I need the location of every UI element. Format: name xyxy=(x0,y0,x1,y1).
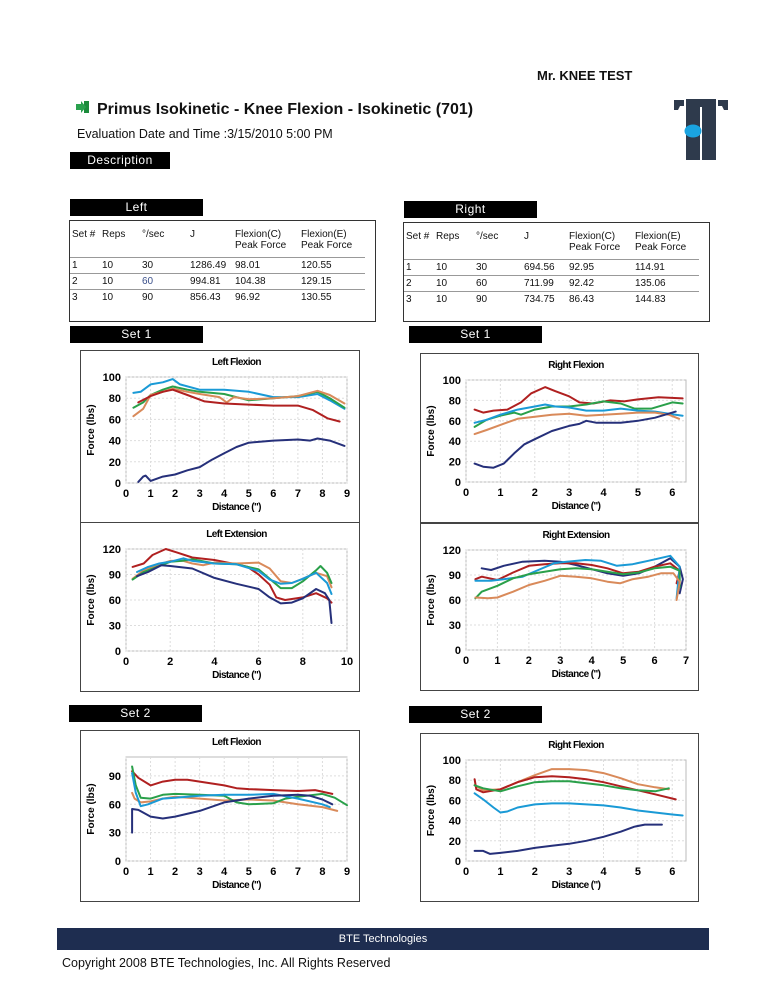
x-tick-label: 1 xyxy=(147,866,154,878)
plot-area xyxy=(126,757,347,861)
x-tick-label: 5 xyxy=(245,488,252,500)
y-tick-label: 30 xyxy=(108,620,121,633)
chart-svg xyxy=(81,523,359,691)
x-axis-label: Distance (") xyxy=(212,880,261,891)
col-header: Reps xyxy=(102,229,126,240)
x-tick-label: 6 xyxy=(669,866,676,878)
table-row xyxy=(70,274,365,290)
y-tick-label: 60 xyxy=(108,414,121,427)
cell: 120.55 xyxy=(299,258,365,274)
y-tick-label: 40 xyxy=(448,436,461,449)
chart-svg xyxy=(421,734,698,901)
cell: 96.92 xyxy=(233,290,299,306)
col-header: Flexion(C) Peak Force xyxy=(569,231,621,253)
col-header: Flexion(E) Peak Force xyxy=(301,229,353,251)
x-tick-label: 6 xyxy=(669,487,676,499)
x-tick-label: 1 xyxy=(497,487,504,499)
x-tick-label: 4 xyxy=(221,866,228,878)
y-tick-label: 90 xyxy=(448,570,461,582)
copyright-text: Copyright 2008 BTE Technologies, Inc. All Rights Reserved xyxy=(62,956,391,970)
x-tick-label: 5 xyxy=(245,866,252,878)
chart-svg xyxy=(421,524,698,690)
x-tick-label: 1 xyxy=(494,655,501,667)
x-tick-label: 3 xyxy=(196,488,203,500)
col-header: Flexion(C) Peak Force xyxy=(235,229,287,251)
x-axis-label: Distance (") xyxy=(212,502,261,513)
left-section-header: Left xyxy=(70,199,203,216)
y-tick-label: 60 xyxy=(108,799,121,812)
x-tick-label: 9 xyxy=(343,488,351,500)
y-tick-label: 120 xyxy=(102,544,121,556)
y-tick-label: 20 xyxy=(448,456,461,469)
cell: 90 xyxy=(474,292,522,308)
x-axis-label: Distance (") xyxy=(551,669,601,680)
set1-right-header: Set 1 xyxy=(409,326,542,343)
y-tick-label: 60 xyxy=(448,415,461,428)
cell: 10 xyxy=(100,258,140,274)
chart-svg xyxy=(81,351,359,523)
footer-brand-bar: BTE Technologies xyxy=(57,928,709,950)
report-title-row xyxy=(75,100,473,119)
cell: 30 xyxy=(474,260,522,276)
cell: 3 xyxy=(70,290,100,306)
cell: 856.43 xyxy=(188,290,233,306)
x-tick-label: 7 xyxy=(294,866,301,878)
y-axis-label: Force (lbs) xyxy=(426,405,437,457)
x-tick-label: 10 xyxy=(340,656,354,668)
chart-set1-right-extension xyxy=(420,523,699,691)
chart-svg xyxy=(81,731,359,901)
chart-title: Right Flexion xyxy=(548,740,604,751)
x-tick-label: 5 xyxy=(620,655,627,667)
evaluation-date: Evaluation Date and Time :3/15/2010 5:00 PM xyxy=(77,127,333,141)
y-tick-label: 60 xyxy=(448,595,461,607)
x-tick-label: 9 xyxy=(343,866,351,878)
cell: 2 xyxy=(404,276,434,292)
x-tick-label: 4 xyxy=(600,866,607,878)
description-section-header[interactable]: Description xyxy=(70,152,170,169)
chart-title: Left Flexion xyxy=(212,357,261,368)
right-results-table xyxy=(403,222,710,322)
x-tick-label: 2 xyxy=(167,656,174,668)
x-tick-label: 8 xyxy=(319,866,326,878)
x-tick-label: 0 xyxy=(462,866,470,878)
y-axis-label: Force (lbs) xyxy=(426,574,437,626)
col-header: Set # xyxy=(406,231,430,242)
chart-svg xyxy=(421,354,698,522)
table-header-row xyxy=(404,223,699,260)
table-row xyxy=(404,260,699,276)
x-tick-label: 7 xyxy=(682,655,690,667)
x-tick-label: 0 xyxy=(122,488,130,500)
col-header: °/sec xyxy=(142,229,165,240)
cell: 10 xyxy=(100,274,140,290)
chart-title: Right Flexion xyxy=(548,360,604,371)
x-tick-label: 1 xyxy=(497,866,504,878)
table-row xyxy=(404,292,699,308)
x-tick-label: 6 xyxy=(270,488,277,500)
x-tick-label: 2 xyxy=(525,655,532,667)
x-tick-label: 6 xyxy=(651,655,658,667)
chart-title: Left Extension xyxy=(206,529,267,540)
table-header-row xyxy=(70,221,365,258)
cell: 734.75 xyxy=(522,292,567,308)
cell: 994.81 xyxy=(188,274,233,290)
cell: 90 xyxy=(140,290,188,306)
y-axis-label: Force (lbs) xyxy=(86,783,97,835)
cell: 129.15 xyxy=(299,274,365,290)
table-row xyxy=(70,258,365,274)
x-tick-label: 1 xyxy=(147,488,154,500)
col-header: J xyxy=(524,231,529,242)
cell: 114.91 xyxy=(633,260,699,276)
y-tick-label: 0 xyxy=(454,856,461,868)
green-exit-icon xyxy=(75,100,91,119)
x-tick-label: 5 xyxy=(634,866,641,878)
x-tick-label: 2 xyxy=(172,866,179,878)
x-tick-label: 2 xyxy=(531,487,538,499)
cell: 10 xyxy=(434,276,474,292)
cell: 130.55 xyxy=(299,290,365,306)
x-tick-label: 0 xyxy=(122,866,130,878)
y-tick-label: 80 xyxy=(108,393,121,406)
x-tick-label: 4 xyxy=(600,487,607,499)
x-axis-label: Distance (") xyxy=(212,670,261,681)
y-tick-label: 80 xyxy=(448,775,461,788)
x-axis-label: Distance (") xyxy=(551,501,601,512)
y-tick-label: 40 xyxy=(448,815,461,828)
x-tick-label: 0 xyxy=(462,655,470,667)
x-tick-label: 6 xyxy=(255,656,262,668)
y-axis-label: Force (lbs) xyxy=(86,404,97,456)
cell: 92.42 xyxy=(567,276,633,292)
x-axis-label: Distance (") xyxy=(551,880,601,891)
set2-left-header: Set 2 xyxy=(69,705,202,722)
cell: 30 xyxy=(140,258,188,274)
x-tick-label: 2 xyxy=(172,488,179,500)
y-tick-label: 90 xyxy=(108,569,121,582)
cell: 10 xyxy=(434,260,474,276)
y-tick-label: 0 xyxy=(454,477,461,489)
y-tick-label: 30 xyxy=(448,620,461,632)
table-row xyxy=(70,290,365,306)
y-tick-label: 0 xyxy=(454,645,461,657)
y-tick-label: 20 xyxy=(108,456,121,469)
y-tick-label: 120 xyxy=(442,545,461,557)
cell: 60 xyxy=(140,274,188,290)
y-tick-label: 0 xyxy=(114,478,121,490)
col-header: Reps xyxy=(436,231,460,242)
x-tick-label: 0 xyxy=(122,656,130,668)
x-tick-label: 3 xyxy=(566,487,573,499)
table-row xyxy=(404,276,699,292)
x-tick-label: 4 xyxy=(588,655,595,667)
y-tick-label: 30 xyxy=(108,827,121,840)
x-tick-label: 2 xyxy=(531,866,538,878)
x-tick-label: 0 xyxy=(462,487,470,499)
y-tick-label: 0 xyxy=(114,856,121,868)
col-header: J xyxy=(190,229,195,240)
x-tick-label: 6 xyxy=(270,866,277,878)
cell: 1 xyxy=(70,258,100,274)
y-tick-label: 20 xyxy=(448,835,461,848)
x-tick-label: 5 xyxy=(634,487,641,499)
cell: 2 xyxy=(70,274,100,290)
y-tick-label: 60 xyxy=(108,595,121,607)
y-tick-label: 100 xyxy=(102,372,121,384)
y-tick-label: 0 xyxy=(114,646,121,658)
x-tick-label: 4 xyxy=(211,656,218,668)
cell: 92.95 xyxy=(567,260,633,276)
x-tick-label: 7 xyxy=(294,488,301,500)
cell: 3 xyxy=(404,292,434,308)
cell: 104.38 xyxy=(233,274,299,290)
cell: 98.01 xyxy=(233,258,299,274)
x-tick-label: 8 xyxy=(299,656,306,668)
y-tick-label: 80 xyxy=(448,395,461,408)
x-tick-label: 3 xyxy=(557,655,564,667)
plot-area xyxy=(466,380,686,482)
col-header: Set # xyxy=(72,229,96,240)
chart-title: Left Flexion xyxy=(212,737,261,748)
y-tick-label: 100 xyxy=(442,375,461,387)
cell: 10 xyxy=(100,290,140,306)
cell: 711.99 xyxy=(522,276,567,292)
left-results-table xyxy=(69,220,376,322)
cell: 694.56 xyxy=(522,260,567,276)
x-tick-label: 3 xyxy=(196,866,203,878)
set1-left-header: Set 1 xyxy=(70,326,203,343)
chart-title: Right Extension xyxy=(542,530,610,541)
set2-right-header: Set 2 xyxy=(409,706,542,723)
col-header: Flexion(E) Peak Force xyxy=(635,231,687,253)
y-axis-label: Force (lbs) xyxy=(86,574,97,626)
x-tick-label: 8 xyxy=(319,488,326,500)
cell: 144.83 xyxy=(633,292,699,308)
cell: 86.43 xyxy=(567,292,633,308)
chart-set2-right-flexion xyxy=(420,733,699,902)
chart-set1-right-flexion xyxy=(420,353,699,523)
cell: 10 xyxy=(434,292,474,308)
y-axis-label: Force (lbs) xyxy=(426,784,437,837)
cell: 135.06 xyxy=(633,276,699,292)
y-tick-label: 90 xyxy=(108,770,121,783)
patient-name: Mr. KNEE TEST xyxy=(537,68,633,83)
chart-set2-left-flexion xyxy=(80,730,360,902)
cell: 60 xyxy=(474,276,522,292)
x-tick-label: 4 xyxy=(221,488,228,500)
page-title: Primus Isokinetic - Knee Flexion - Isokinetic (701) xyxy=(97,100,474,118)
cell: 1 xyxy=(404,260,434,276)
y-tick-label: 100 xyxy=(442,755,461,767)
right-section-header: Right xyxy=(404,201,537,218)
x-tick-label: 3 xyxy=(566,866,573,878)
y-tick-label: 40 xyxy=(108,435,121,448)
legs-knee-icon xyxy=(672,98,730,165)
chart-set1-left-flexion xyxy=(80,350,360,524)
chart-set1-left-extension xyxy=(80,522,360,692)
col-header: °/sec xyxy=(476,231,499,242)
cell: 1286.49 xyxy=(188,258,233,274)
y-tick-label: 60 xyxy=(448,795,461,808)
